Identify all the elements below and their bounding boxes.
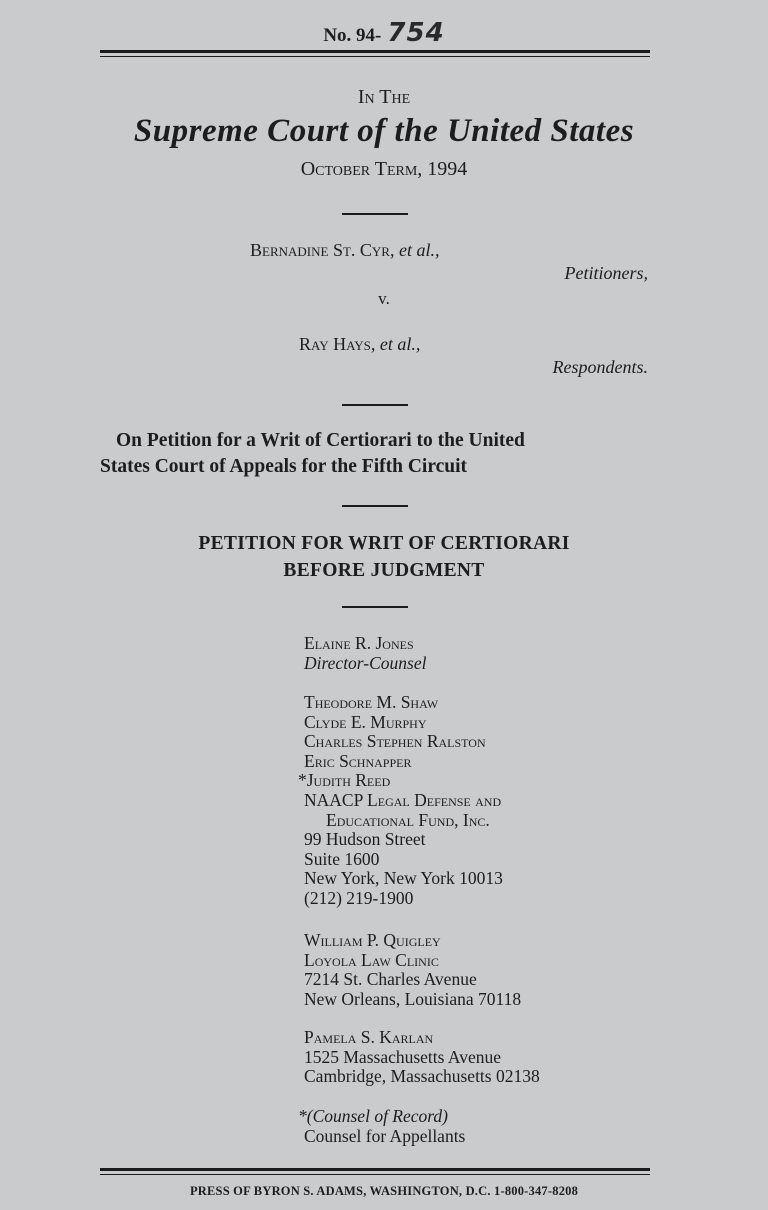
divider-2 bbox=[342, 404, 408, 406]
divider-4 bbox=[342, 606, 408, 608]
counsel-title: Director-Counsel bbox=[304, 652, 427, 673]
petition-title-line-2: BEFORE JUDGMENT bbox=[283, 560, 485, 581]
petition-title-line-1: PETITION FOR WRIT OF CERTIORARI bbox=[198, 533, 570, 554]
versus-label: v. bbox=[378, 289, 390, 308]
counsel-name: Theodore M. Shaw bbox=[304, 692, 439, 712]
bottom-rule-thick bbox=[100, 1168, 650, 1171]
address-line: New York, New York 10013 bbox=[304, 868, 503, 889]
counsel-of-record-note: *(Counsel of Record) bbox=[298, 1106, 449, 1126]
printer-imprint: PRESS OF BYRON S. ADAMS, WASHINGTON, D.C. 1-800-347-8208 bbox=[189, 1184, 579, 1198]
docket-number bbox=[0, 18, 768, 48]
petitioner-line bbox=[250, 240, 439, 261]
respondent-line bbox=[299, 334, 420, 355]
phone-line: (212) 219-1900 bbox=[304, 887, 414, 908]
handwritten-docket-number: 754 bbox=[387, 18, 445, 48]
organization-line: Educational Fund, Inc. bbox=[326, 809, 490, 830]
petitioner-name: Bernadine St. Cyr, bbox=[250, 240, 395, 260]
on-petition-line-2: States Court of Appeals for the Fifth Circuit bbox=[100, 456, 468, 477]
counsel-name: Pamela S. Karlan bbox=[304, 1027, 434, 1047]
address-line: New Orleans, Louisiana 70118 bbox=[304, 988, 522, 1009]
in-the-label: In The bbox=[357, 86, 411, 108]
counsel-name: Clyde E. Murphy bbox=[304, 711, 427, 732]
organization-line: Loyola Law Clinic bbox=[304, 949, 439, 970]
respondent-etal: et al., bbox=[379, 334, 421, 354]
address-line: Suite 1600 bbox=[304, 848, 380, 869]
docket-prefix: No. 94- bbox=[323, 25, 382, 46]
court-name: Supreme Court of the United States bbox=[133, 113, 635, 149]
bottom-rule-thin bbox=[100, 1174, 650, 1175]
counsel-group-3 bbox=[304, 931, 664, 1009]
counsel-group-4 bbox=[304, 1028, 664, 1087]
counsel-name: William P. Quigley bbox=[304, 930, 441, 950]
on-petition-statement bbox=[100, 428, 660, 480]
counsel-for-label: Counsel for Appellants bbox=[304, 1125, 466, 1146]
counsel-group-5 bbox=[298, 1106, 664, 1146]
top-rule-thin bbox=[100, 56, 650, 57]
divider-1 bbox=[342, 213, 408, 215]
respondents-role: Respondents. bbox=[552, 357, 648, 377]
counsel-name: Eric Schnapper bbox=[304, 750, 412, 771]
term-label: October Term, 1994 bbox=[300, 158, 468, 180]
counsel-group-2 bbox=[298, 692, 664, 909]
on-petition-line-1: On Petition for a Writ of Certiorari to the United bbox=[116, 430, 525, 451]
counsel-of-record-name: *Judith Reed bbox=[298, 770, 391, 791]
organization-line: NAACP Legal Defense and bbox=[304, 789, 502, 810]
counsel-group-1 bbox=[304, 634, 664, 673]
counsel-name: Elaine R. Jones bbox=[304, 633, 414, 653]
address-line: 7214 St. Charles Avenue bbox=[304, 969, 477, 990]
divider-3 bbox=[342, 505, 408, 507]
petitioner-etal: et al., bbox=[398, 240, 440, 260]
respondent-name: Ray Hays, bbox=[299, 334, 376, 354]
address-line: Cambridge, Massachusetts 02138 bbox=[304, 1066, 540, 1087]
top-rule-thick bbox=[100, 50, 650, 53]
address-line: 1525 Massachusetts Avenue bbox=[304, 1046, 502, 1067]
address-line: 99 Hudson Street bbox=[304, 829, 426, 850]
petitioners-role: Petitioners, bbox=[564, 263, 648, 283]
counsel-name: Charles Stephen Ralston bbox=[304, 731, 486, 752]
petition-title bbox=[0, 530, 768, 584]
